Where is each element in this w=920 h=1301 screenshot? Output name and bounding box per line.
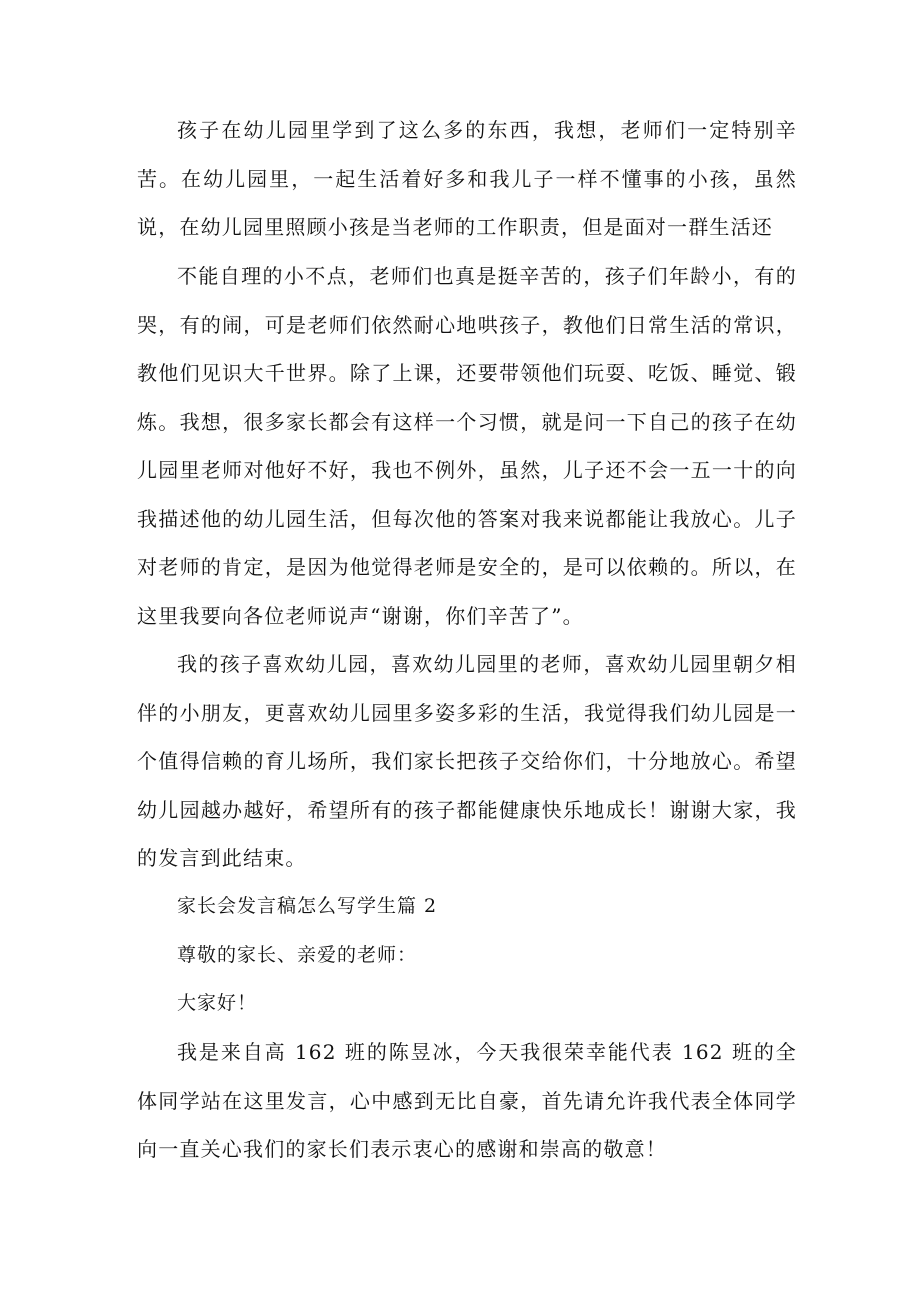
paragraph-3: 我的孩子喜欢幼儿园，喜欢幼儿园里的老师，喜欢幼儿园里朝夕相伴的小朋友，更喜欢幼儿园里多姿多彩的生活，我觉得我们幼儿园是一个值得信赖的育儿场所，我们家长把孩子交给你们，十分地放心。希望幼儿园越办越好，希望所有的孩子都能健康快乐地成长！谢谢大家，我的发言到此结束。 [137,652,797,870]
paragraph-2: 不能自理的小不点，老师们也真是挺辛苦的，孩子们年龄小，有的哭，有的闹，可是老师们依然耐心地哄孩子，教他们日常生活的常识，教他们见识大千世界。除了上课，还要带领他们玩耍、吃饭、睡觉、锻炼。我想，很多家长都会有这样一个习惯，就是问一下自己的孩子在幼儿园里老师对他好不好，我也不例外，虽然，儿子还不会一五一十的向我描述他的幼儿园生活，但每次他的答案对我来说都能让我放心。儿子对老师的肯定，是因为他觉得老师是安全的，是可以依赖的。所以，在这里我要向各位老师说声“谢谢，你们辛苦了”。 [137,264,797,628]
greeting: 大家好！ [177,992,258,1014]
paragraph-closing: 我是来自高 162 班的陈昱冰，今天我很荣幸能代表 162 班的全体同学站在这里发言，心中感到无比自豪，首先请允许我代表全体同学向一直关心我们的家长们表示衷心的感谢和崇高的敬意！ [137,1040,797,1161]
paragraph-1: 孩子在幼儿园里学到了这么多的东西，我想，老师们一定特别辛苦。在幼儿园里，一起生活着好多和我儿子一样不懂事的小孩，虽然说，在幼儿园里照顾小孩是当老师的工作职责，但是面对一群生活还 [137,118,797,239]
salutation: 尊敬的家长、亲爱的老师： [177,944,418,966]
section-title: 家长会发言稿怎么写学生篇 2 [177,895,438,917]
